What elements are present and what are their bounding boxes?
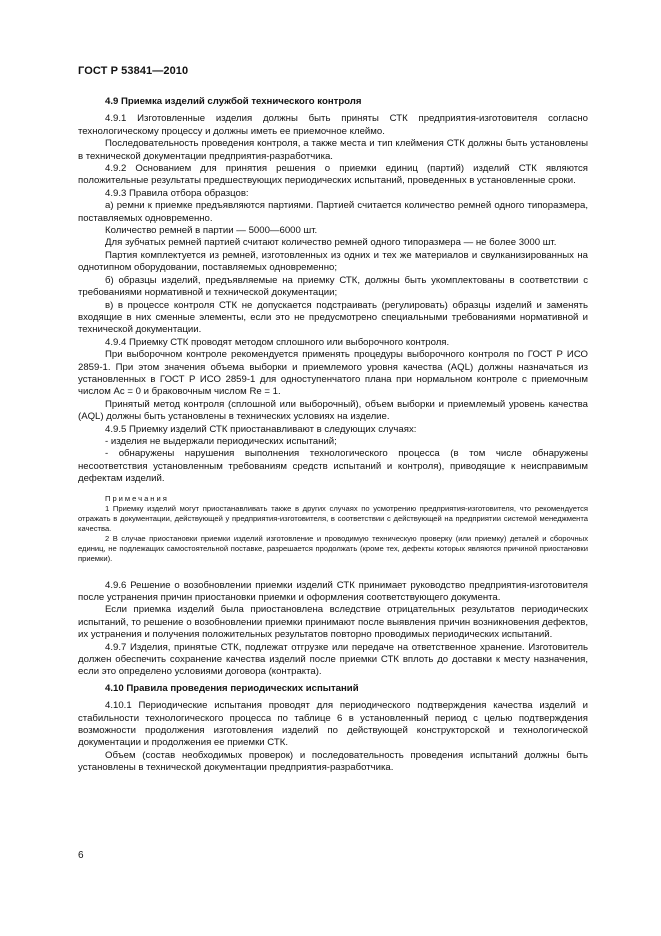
- paragraph: в) в процессе контроля СТК не допускается подстраивать (регулировать) образцы изделий и заменять входящие в них сменные элементы, если это не предусмотрено специальными требованиями нормативной и технической документации.: [78, 299, 588, 336]
- notes-title: Примечания: [105, 493, 169, 503]
- paragraph: Партия комплектуется из ремней, изготовленных из одних и тех же материалов и свулканизированных на однотипном оборудовании, поставляемых одновременно;: [78, 249, 588, 274]
- paragraph: 4.9.6 Решение о возобновлении приемки изделий СТК принимает руководство предприятия-изготовителя после устранения причин приостановки приемки и оформления соответствующего документа.: [78, 579, 588, 603]
- paragraph: При выборочном контроле рекомендуется применять процедуры выборочного контроля по ГОСТ Р ИСО 2859-1. При этом значения объема выборки и приемлемого уровня качества (AQL) должны назначаться из установленных в ГОСТ Р ИСО 2859-1 для одноступенчатого плана при нормальном контроле с приемочным числом Ac = 0 и браковочным числом Re = 1.: [78, 349, 588, 398]
- paragraph: Последовательность проведения контроля, а также места и тип клеймения СТК должны быть установлены в технической документации предприятия-разработчика.: [78, 138, 588, 162]
- paragraph: Объем (состав необходимых проверок) и последовательность проведения испытаний должны быть установлены в технической документации предприятия-разработчика.: [78, 749, 588, 774]
- paragraph: а) ремни к приемке предъявляются партиями. Партией считается количество ремней одного типоразмера, поставляемых одновременно.: [78, 200, 588, 224]
- paragraph: 4.9.7 Изделия, принятые СТК, подлежат отгрузке или передаче на ответственное хранение. Изготовитель должен обеспечить сохранение качества изделий после приемки СТК вплоть до доставки к месту назначения, если это определено условиями договора (контракта).: [78, 641, 588, 678]
- note-item: 1 Приемку изделий могут приостанавливать также в других случаях по усмотрению предприятия-изготовителя, что рекомендуется отражать в документации, действующей у предприятия-изготовителя, в соответствии с действующей на предприятии системой менеджмента качества.: [78, 503, 588, 533]
- paragraph: Принятый метод контроля (сплошной или выборочный), объем выборки и приемлемый уровень качества (AQL) должны быть установлены в технических условиях на изделие.: [78, 398, 588, 423]
- section-4-9-heading: 4.9 Приемка изделий службой технического контроля: [105, 96, 362, 107]
- page-number: 6: [78, 850, 84, 861]
- document-body: [78, 96, 588, 775]
- section-4-10-heading: 4.10 Правила проведения периодических испытаний: [105, 682, 359, 694]
- list-item: - изделия не выдержали периодических испытаний;: [105, 435, 337, 447]
- document-header: ГОСТ Р 53841—2010: [78, 65, 189, 77]
- paragraph: Для зубчатых ремней партией считают количество ремней одного типоразмера — не более 3000 шт.: [105, 237, 557, 249]
- paragraph: 4.9.1 Изготовленные изделия должны быть приняты СТК предприятия-изготовителя согласно технологическому процессу и должны иметь ее приемочное клеймо.: [78, 113, 588, 137]
- paragraph: 4.9.4 Приемку СТК проводят методом сплошного или выборочного контроля.: [105, 336, 450, 348]
- paragraph: 4.9.2 Основанием для принятия решения о приемки единиц (партий) изделий СТК являются положительные результаты предшествующих периодических испытаний, проведенных в установленные сроки.: [78, 163, 588, 187]
- paragraph: б) образцы изделий, предъявляемые на приемку СТК, должны быть укомплектованы в соответствии с требованиями нормативной и технической документации;: [78, 274, 588, 299]
- paragraph: Количество ремней в партии — 5000—6000 шт.: [105, 225, 318, 237]
- paragraph: 4.9.3 Правила отбора образцов:: [105, 187, 249, 199]
- paragraph: Если приемка изделий была приостановлена вследствие отрицательных результатов периодических испытаний, то решение о возобновлении приемки принимают после выявления причин возникновения дефектов, их устранения и получения положительных результатов повторно проводимых периодических испытаний.: [78, 604, 588, 641]
- note-item: 2 В случае приостановки приемки изделий изготовление и проводимую техническую проверку (или приемку) деталей и сборочных единиц, не подлежащих самостоятельной поставке, разрешается продолжать (кроме тех, дефекты которых являются причиной приостановки приемки).: [78, 533, 588, 563]
- paragraph: 4.10.1 Периодические испытания проводят для периодического подтверждения качества изделий и стабильности технологического процесса по таблице 6 в установленный период с целью подтверждения возможности продолжения изготовления изделий по действующей конструкторской и технологической документации и продолжения ее приемки СТК.: [78, 700, 588, 749]
- paragraph: 4.9.5 Приемку изделий СТК приостанавливают в следующих случаях:: [105, 423, 417, 435]
- list-item: - обнаружены нарушения выполнения технологического процесса (в том числе обнаружены несоответствия установленным требованиям средств испытаний и контроля), приводящие к неисправимым дефектам изделий.: [78, 448, 588, 485]
